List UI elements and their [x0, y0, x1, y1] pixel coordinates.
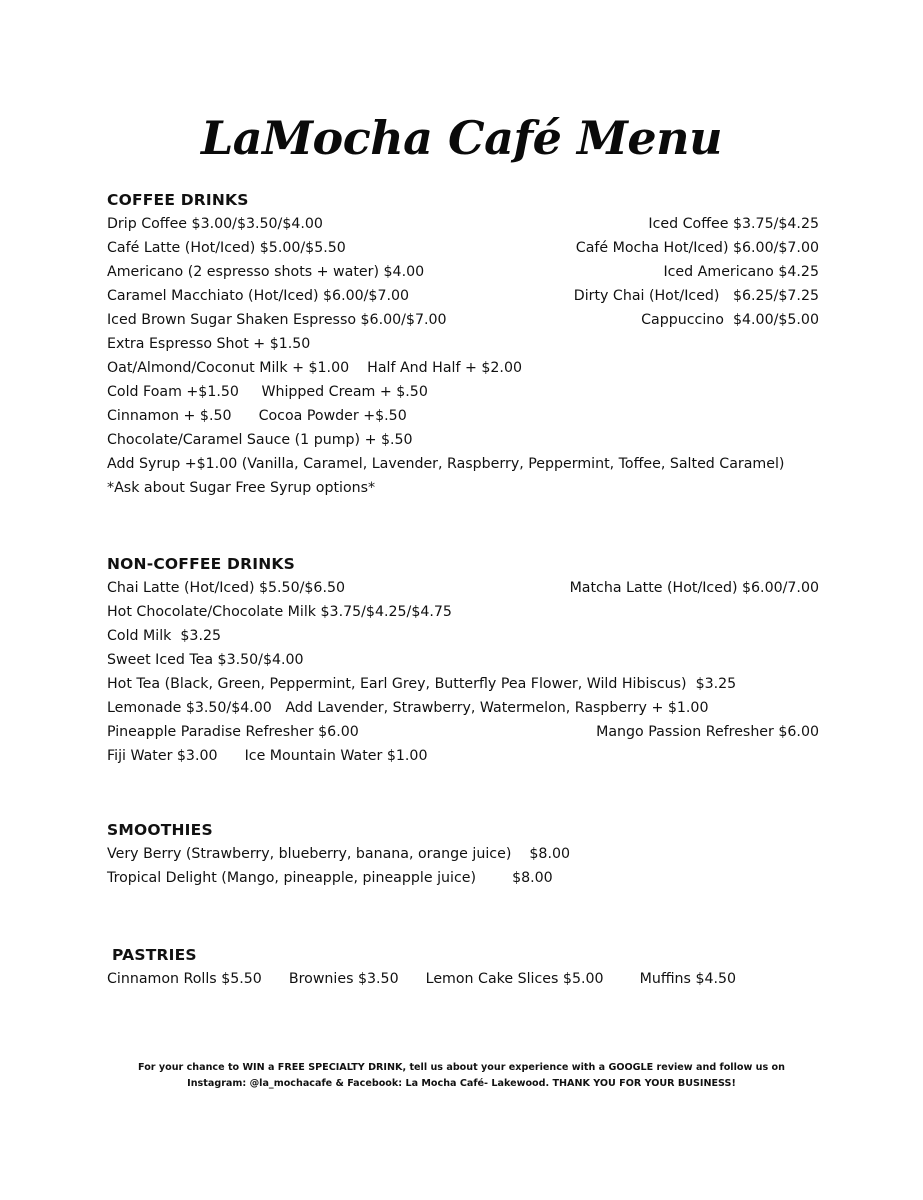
menu-row [107, 428, 819, 452]
menu-item-right: Dirty Chai (Hot/Iced) $6.25/$7.25 [573, 288, 819, 304]
section-heading: SMOOTHIES [107, 821, 213, 839]
menu-row [107, 624, 819, 648]
menu-item-left: Oat/Almond/Coconut Milk + $1.00 Half And Half + $2.00 [107, 360, 522, 376]
menu-item-left: Cinnamon Rolls $5.50 Brownies $3.50 Lemon Cake Slices $5.00 Muffins $4.50 [107, 971, 737, 987]
menu-row [107, 967, 819, 991]
menu-row [107, 356, 819, 380]
menu-item-left: Iced Brown Sugar Shaken Espresso $6.00/$7.00 [107, 312, 447, 328]
menu-item-left: Americano (2 espresso shots + water) $4.00 [107, 264, 425, 280]
footer-line: Instagram: @la_mochacafe & Facebook: La Mocha Café- Lakewood. THANK YOU FOR YOUR BUSINESS! [187, 1078, 736, 1089]
section-heading: COFFEE DRINKS [107, 191, 249, 209]
pastries-section [107, 943, 819, 991]
menu-row [107, 672, 819, 696]
menu-item-left: *Ask about Sugar Free Syrup options* [107, 480, 376, 496]
menu-row [107, 284, 819, 308]
menu-item-left: Very Berry (Strawberry, blueberry, banana, orange juice) $8.00 [107, 846, 571, 862]
section-heading: NON-COFFEE DRINKS [107, 555, 295, 573]
footer-line: For your chance to WIN a FREE SPECIALTY DRINK, tell us about your experience with a GOOGLE review and follow us on [138, 1062, 785, 1073]
menu-row [107, 212, 819, 236]
menu-row [107, 380, 819, 404]
menu-item-right: Café Mocha Hot/Iced) $6.00/$7.00 [575, 240, 819, 256]
menu-item-left: Add Syrup +$1.00 (Vanilla, Caramel, Lavender, Raspberry, Peppermint, Toffee, Salted Caramel) [107, 456, 785, 472]
menu-item-right: Cappuccino $4.00/$5.00 [641, 312, 819, 328]
menu-row [107, 236, 819, 260]
menu-item-left: Tropical Delight (Mango, pineapple, pineapple juice) $8.00 [107, 870, 553, 886]
menu-row [107, 744, 819, 768]
menu-row [107, 476, 819, 500]
menu-row [107, 842, 819, 866]
menu-row [107, 696, 819, 720]
smoothies-section [107, 818, 819, 890]
menu-row [107, 260, 819, 284]
menu-item-left: Sweet Iced Tea $3.50/$4.00 [107, 652, 304, 668]
non-coffee-drinks-section [107, 552, 819, 768]
menu-row [107, 308, 819, 332]
menu-item-right: Matcha Latte (Hot/Iced) $6.00/7.00 [569, 580, 819, 596]
menu-title: LaMocha Café Menu [200, 111, 723, 165]
menu-item-left: Chocolate/Caramel Sauce (1 pump) + $.50 [107, 432, 413, 448]
menu-item-left: Chai Latte (Hot/Iced) $5.50/$6.50 [107, 580, 346, 596]
menu-row [107, 720, 819, 744]
menu-item-left: Drip Coffee $3.00/$3.50/$4.00 [107, 216, 323, 232]
menu-item-left: Lemonade $3.50/$4.00 Add Lavender, Strawberry, Watermelon, Raspberry + $1.00 [107, 700, 709, 716]
menu-item-right: Iced Coffee $3.75/$4.25 [648, 216, 819, 232]
menu-item-left: Hot Chocolate/Chocolate Milk $3.75/$4.25/$4.75 [107, 604, 452, 620]
section-heading: PASTRIES [112, 946, 197, 964]
menu-item-left: Extra Espresso Shot + $1.50 [107, 336, 311, 352]
menu-item-left: Cold Milk $3.25 [107, 628, 222, 644]
menu-row [107, 866, 819, 890]
menu-row [107, 648, 819, 672]
menu-item-right: Mango Passion Refresher $6.00 [596, 724, 819, 740]
menu-row [107, 404, 819, 428]
menu-row [107, 452, 819, 476]
menu-item-left: Cinnamon + $.50 Cocoa Powder +$.50 [107, 408, 407, 424]
menu-item-left: Hot Tea (Black, Green, Peppermint, Earl Grey, Butterfly Pea Flower, Wild Hibiscus) $3.25 [107, 676, 737, 692]
footer-promo [80, 1060, 843, 1092]
menu-item-left: Pineapple Paradise Refresher $6.00 [107, 724, 359, 740]
menu-item-left: Fiji Water $3.00 Ice Mountain Water $1.00 [107, 748, 428, 764]
menu-row [107, 332, 819, 356]
menu-row [107, 600, 819, 624]
menu-item-left: Café Latte (Hot/Iced) $5.00/$5.50 [107, 240, 346, 256]
menu-item-left: Cold Foam +$1.50 Whipped Cream + $.50 [107, 384, 428, 400]
menu-item-left: Caramel Macchiato (Hot/Iced) $6.00/$7.00 [107, 288, 410, 304]
menu-row [107, 576, 819, 600]
coffee-drinks-section [107, 188, 819, 500]
menu-item-right: Iced Americano $4.25 [663, 264, 819, 280]
